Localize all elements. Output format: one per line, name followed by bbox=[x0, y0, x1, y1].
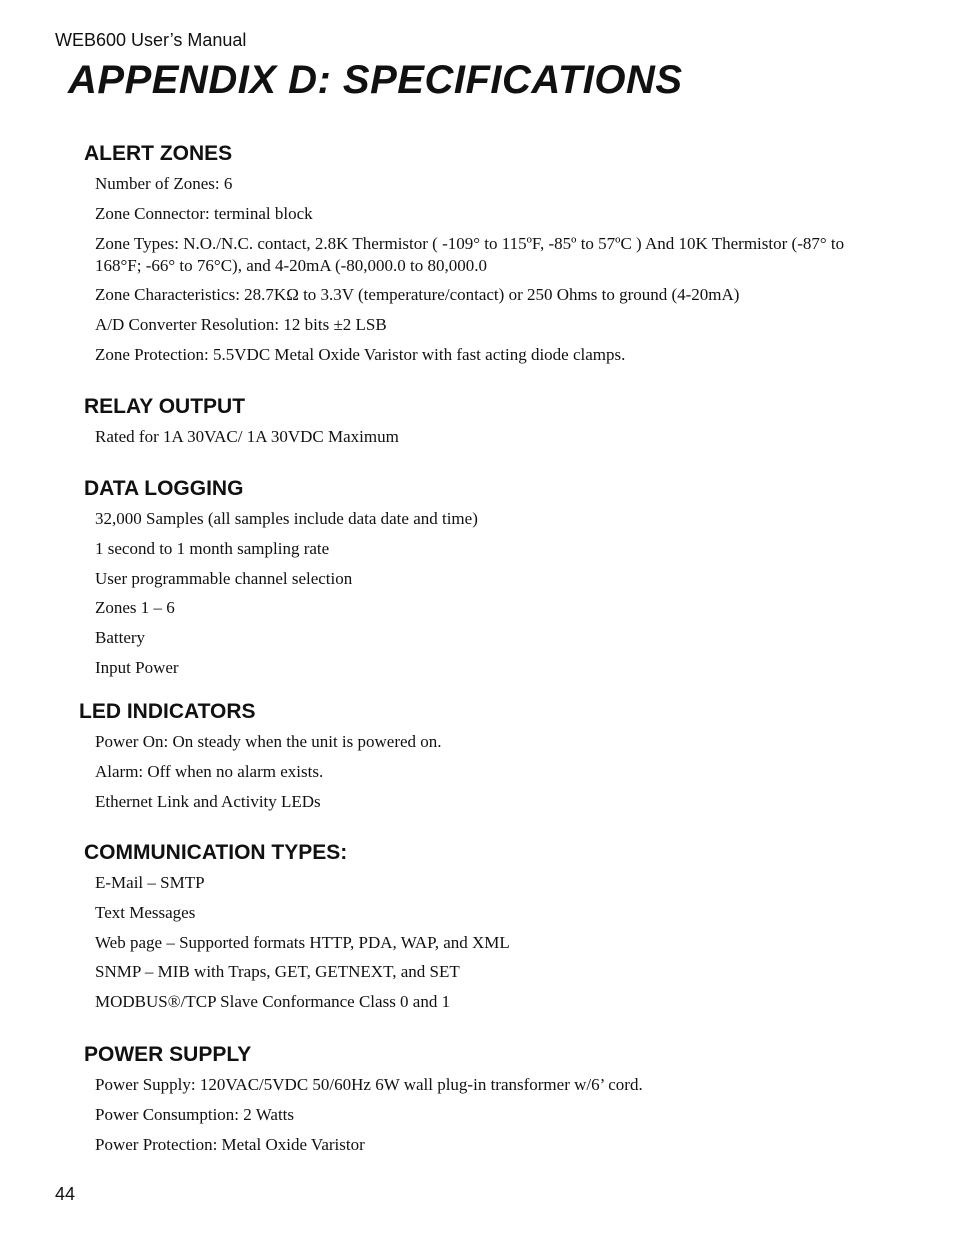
section-communication-types bbox=[0, 840, 954, 1021]
spec-item: Rated for 1A 30VAC/ 1A 30VDC Maximum bbox=[95, 427, 399, 446]
running-header: WEB600 User’s Manual bbox=[55, 30, 247, 50]
spec-item: 32,000 Samples (all samples include data date and time) bbox=[95, 509, 478, 528]
page-title: APPENDIX D: SPECIFICATIONS bbox=[68, 58, 683, 102]
spec-list bbox=[0, 173, 885, 366]
section-data-logging bbox=[0, 476, 954, 687]
section-heading: ALERT ZONES bbox=[84, 142, 233, 165]
spec-item: E-Mail – SMTP bbox=[95, 873, 205, 892]
section-heading: DATA LOGGING bbox=[84, 477, 244, 500]
spec-item: Alarm: Off when no alarm exists. bbox=[95, 761, 324, 781]
spec-item: A/D Converter Resolution: 12 bits ±2 LSB bbox=[95, 315, 387, 335]
spec-item: MODBUS®/TCP Slave Conformance Class 0 and 1 bbox=[95, 992, 451, 1012]
spec-item: Power On: On steady when the unit is powered on. bbox=[95, 732, 442, 751]
spec-item: SNMP – MIB with Traps, GET, GETNEXT, and SET bbox=[95, 962, 460, 982]
spec-item: Zone Characteristics: 28.7KΩ to 3.3V (temperature/contact) or 250 Ohms to ground (4-20mA) bbox=[95, 285, 740, 305]
section-heading: COMMUNICATION TYPES: bbox=[84, 841, 348, 864]
spec-list bbox=[0, 426, 885, 448]
spec-item: Input Power bbox=[95, 657, 179, 677]
section-led-indicators bbox=[0, 699, 954, 820]
spec-item: Power Supply: 120VAC/5VDC 50/60Hz 6W wall plug-in transformer w/6’ cord. bbox=[95, 1075, 643, 1094]
spec-item: Power Protection: Metal Oxide Varistor bbox=[95, 1134, 365, 1154]
spec-item: Text Messages bbox=[95, 902, 196, 922]
spec-list bbox=[0, 508, 885, 679]
spec-list bbox=[0, 872, 885, 1013]
section-heading: POWER SUPPLY bbox=[84, 1043, 252, 1066]
section-alert-zones bbox=[0, 141, 954, 374]
section-heading: RELAY OUTPUT bbox=[84, 395, 246, 418]
spec-list bbox=[0, 731, 885, 813]
spec-list bbox=[0, 1074, 885, 1156]
section-relay-output bbox=[0, 394, 954, 456]
spec-item: Ethernet Link and Activity LEDs bbox=[95, 791, 321, 811]
page-number: 44 bbox=[55, 1184, 76, 1204]
spec-item: Web page – Supported formats HTTP, PDA, WAP, and XML bbox=[95, 932, 510, 952]
spec-item: Zone Types: N.O./N.C. contact, 2.8K Thermistor ( -109° to 115ºF, -85º to 57ºC ) And 10K Thermistor (-87° to 168°F; -66° to 76°C), and 4-20mA (-80,000.0 to 80,000.0 bbox=[95, 233, 845, 275]
spec-item: Battery bbox=[95, 628, 146, 648]
spec-item: Zone Connector: terminal block bbox=[95, 203, 313, 223]
spec-item: Zones 1 – 6 bbox=[95, 598, 175, 618]
spec-item: Power Consumption: 2 Watts bbox=[95, 1104, 295, 1124]
spec-item: Zone Protection: 5.5VDC Metal Oxide Varistor with fast acting diode clamps. bbox=[95, 344, 626, 364]
spec-item: Number of Zones: 6 bbox=[95, 174, 233, 193]
section-heading: LED INDICATORS bbox=[79, 700, 256, 723]
spec-item: 1 second to 1 month sampling rate bbox=[95, 538, 330, 558]
spec-item: User programmable channel selection bbox=[95, 568, 353, 588]
section-power-supply bbox=[0, 1042, 954, 1163]
